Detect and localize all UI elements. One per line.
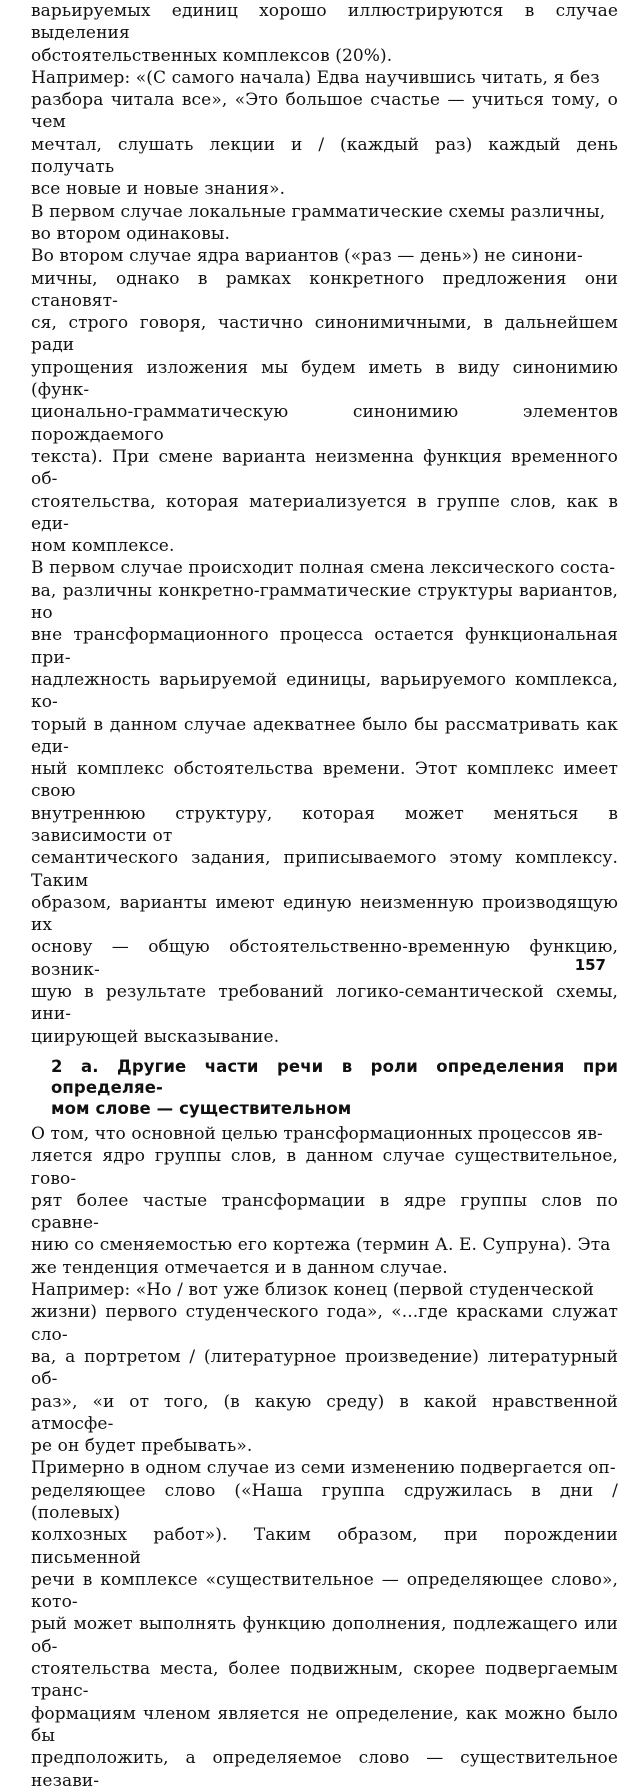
paragraph-1: варьируемых единиц хорошо иллюстрируются в случае выделения обстоятельственных комплексов (20%). bbox=[31, 1, 618, 66]
paragraph-6: О том, что основной целью трансформационных процессов яв- ляется ядро группы слов, в данном случае существительное, гово- рят более частые трансформации в ядре группы слов по сравне- нию со сменяемостью его кортежа (термин А. Е. Супруна). Эта же тенденция отмечается и в данном случае. bbox=[31, 1123, 618, 1278]
paragraph-7: Например: «Но / вот уже близок конец (первой студенческой жизни) первого студенческого года», «...где красками служат сло- ва, а портретом / (литературное произведение) литературный об- раз», «и от того, (в какую среду) в какой нравственной атмосфе- ре он будет пребывать». bbox=[31, 1280, 618, 1457]
paragraph-2: Например: «(С самого начала) Едва научившись читать, я без разбора читала все», «Это большое счастье — учиться тому, о чем мечтал, слушать лекции и / (каждый раз) каждый день получать все новые и новые знания». bbox=[31, 67, 618, 200]
paragraph-8: Примерно в одном случае из семи изменению подвергается оп- ределяющее слово («Наша группа сдружилась в дни / (полевых) колхозных работ»). Таким образом, при порождении письменной речи в комплексе «существительное — определяющее слово», кото- рый может выполнять функцию дополнения, подлежащего или об- стоятельства места, более подвижным, скорее подвергаемым транс- формациям членом является не определение, как можно было бы предположить, а определяемое слово — существительное незави- bbox=[31, 1458, 618, 1791]
page-number: 157 bbox=[574, 956, 606, 974]
paragraph-4: Во втором случае ядра вариантов («раз — день») не синони- мичны, однако в рамках конкретного предложения они становят- ся, строго говоря, частично синонимичными, в дальнейшем ради упрощения изложения мы будем иметь в виду синонимию (функ- ционально-грамматическую синонимию элементов порождаемого текста). При смене варианта неизменна функция временного об- стоятельства, которая материализуется в группе слов, как в еди- ном комплексе. bbox=[31, 246, 618, 557]
paragraph-5: В первом случае происходит полная смена лексического соста- ва, различны конкретно-грамматические структуры вариантов, но вне трансформационного процесса остается функциональная при- надлежность варьируемой единицы, варьируемого комплекса, ко- торый в данном случае адекватнее было бы рассматривать как еди- ный комплекс обстоятельства времени. Этот комплекс имеет свою внутреннюю структуру, которая может меняться в зависимости от семантического задания, приписываемого этому комплексу. Таким образом, варианты имеют единую неизменную производящую их основу — общую обстоятельственно-временную функцию, возник- шую в результате требований логико-семантической схемы, ини- циирующей высказывание. bbox=[31, 558, 618, 1047]
paragraph-3: В первом случае локальные грамматические схемы различны, во втором одинаковы. bbox=[31, 201, 606, 244]
section-heading: 2 а. Другие части речи в роли определения при определяе- мом слове — существительном bbox=[51, 1056, 618, 1118]
body-text bbox=[31, 0, 618, 1792]
